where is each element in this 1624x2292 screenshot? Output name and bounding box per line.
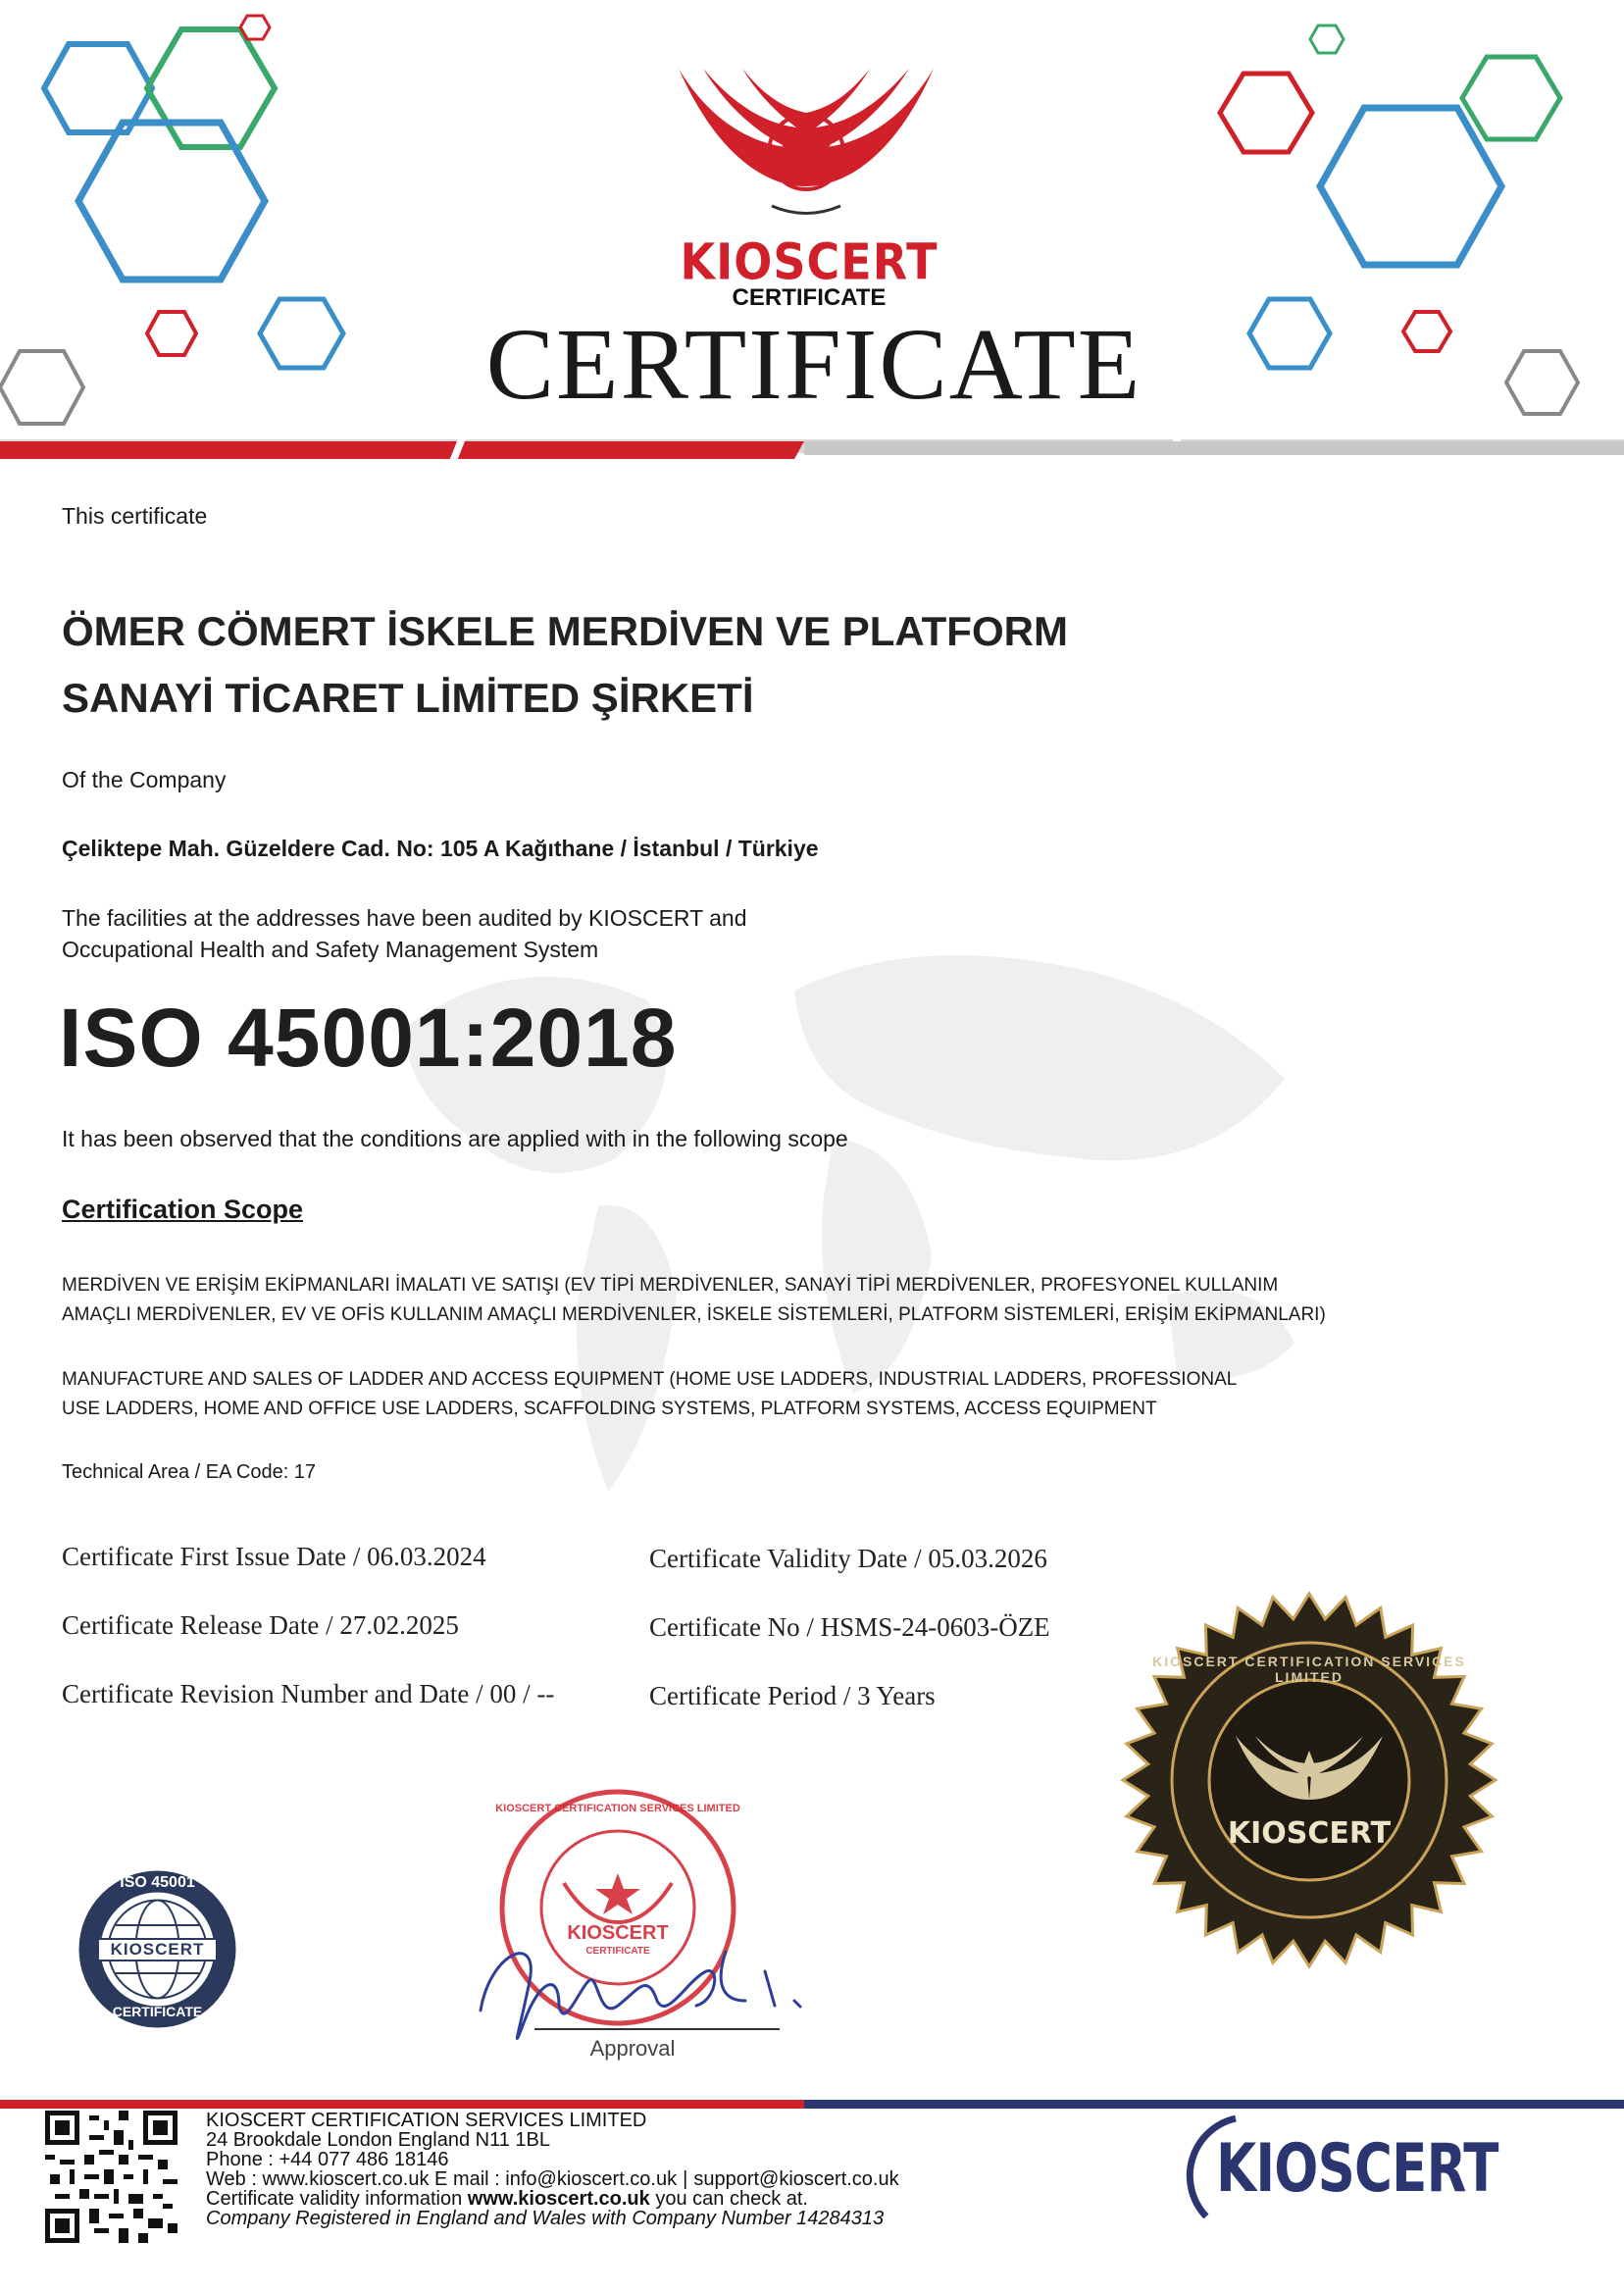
footer-band: [0, 2097, 1624, 2111]
footer-email-prefix: E mail :: [429, 2168, 506, 2190]
stamp-sub-text: CERTIFICATE: [585, 1946, 650, 1957]
footer-validity-prefix: Certificate validity information: [206, 2188, 468, 2210]
certificate-heading: CERTIFICATE: [485, 308, 1142, 421]
validity-date: Certificate Validity Date / 05.03.2026: [649, 1544, 1047, 1573]
footer-validity-line: [206, 2189, 808, 2209]
qr-code: [45, 2111, 178, 2243]
footer-web-link[interactable]: www.kioscert.co.uk: [262, 2168, 430, 2190]
audit-text-line2: Occupational Health and Safety Management System: [62, 937, 599, 962]
scope-tr-line1: MERDİVEN VE ERİŞİM EKİPMANLARI İMALATI VE SATIŞI (EV TİPİ MERDİVENLER, SANAYİ TİPİ MERDİVENLER, PROFESYONEL KULLANIM: [62, 1275, 1279, 1296]
footer-logo: KIOSCERT: [1216, 2130, 1498, 2208]
footer-company-name: KIOSCERT CERTIFICATION SERVICES LIMITED: [206, 2110, 647, 2131]
footer-validity-link[interactable]: www.kioscert.co.uk: [467, 2188, 650, 2210]
of-the-company-label: Of the Company: [62, 767, 227, 792]
iso-badge-center-text: KIOSCERT: [110, 1940, 205, 1959]
footer-contact-line: [206, 2169, 899, 2189]
brand-name: KIOSCERT: [680, 232, 939, 291]
gold-seal: [1118, 1589, 1500, 1971]
approval-label: Approval: [589, 2036, 676, 2061]
scope-title: Certification Scope: [62, 1195, 304, 1224]
audit-text-line1: The facilities at the addresses have been audited by KIOSCERT and: [62, 905, 747, 931]
footer-support-link[interactable]: support@kioscert.co.uk: [693, 2168, 899, 2190]
gold-seal-center-text: KIOSCERT: [1227, 1816, 1392, 1851]
footer-email-link[interactable]: info@kioscert.co.uk: [505, 2168, 678, 2190]
brand-subtitle: CERTIFICATE: [732, 284, 887, 311]
decorative-hexagons-right: [1212, 0, 1624, 432]
gold-seal-ring-text: KIOSCERT CERTIFICATION SERVICES LIMITED: [1152, 1654, 1466, 1685]
footer-divider: |: [683, 2168, 688, 2190]
technical-area: Technical Area / EA Code: 17: [62, 1461, 317, 1483]
intro-text: This certificate: [62, 503, 208, 529]
stamp-ring-text: KIOSCERT CERTIFICATION SERVICES LIMITED: [495, 1803, 740, 1814]
wings-star-logo: [659, 49, 953, 245]
observed-text: It has been observed that the conditions are applied with in the following scope: [62, 1126, 848, 1151]
first-issue-date: Certificate First Issue Date / 06.03.2024: [62, 1542, 486, 1571]
release-date: Certificate Release Date / 27.02.2025: [62, 1610, 459, 1640]
iso-badge-top-text: ISO 45001: [120, 1874, 195, 1891]
header-band: [0, 432, 1624, 461]
footer-phone: Phone : +44 077 486 18146: [206, 2149, 449, 2170]
iso-badge-bottom-text: CERTIFICATE: [112, 2004, 203, 2019]
stamp-center-text: KIOSCERT: [567, 1922, 669, 1944]
approval-line: [534, 2028, 780, 2030]
world-map-watermark: [324, 883, 1402, 1569]
iso-standard: ISO 45001:2018: [59, 992, 678, 1084]
footer-registration: Company Registered in England and Wales with Company Number 14284313: [206, 2208, 885, 2229]
scope-tr-line2: AMAÇLI MERDİVENLER, EV VE OFİS KULLANIM AMAÇLI MERDİVENLER, İSKELE SİSTEMLERİ, PLATFORM SİSTEMLERİ, ERİŞİM EKİPMANLARI): [62, 1304, 1326, 1325]
iso-45001-badge: [76, 1868, 238, 2030]
certificate-period: Certificate Period / 3 Years: [649, 1681, 936, 1710]
scope-en-line1: MANUFACTURE AND SALES OF LADDER AND ACCESS EQUIPMENT (HOME USE LADDERS, INDUSTRIAL LADDERS, PROFESSIONAL: [62, 1369, 1238, 1390]
certificate-number: Certificate No / HSMS-24-0603-ÖZE: [649, 1612, 1050, 1642]
decorative-hexagons-left: [0, 0, 412, 432]
company-name-line2: SANAYİ TİCARET LİMİTED ŞİRKETİ: [62, 675, 754, 721]
footer-address: 24 Brookdale London England N11 1BL: [206, 2129, 551, 2151]
footer-validity-suffix: you can check at.: [649, 2188, 808, 2210]
company-address: Çeliktepe Mah. Güzeldere Cad. No: 105 A Kağıthane / İstanbul / Türkiye: [62, 836, 819, 861]
footer-web-prefix: Web :: [206, 2168, 263, 2190]
company-name-line1: ÖMER CÖMERT İSKELE MERDİVEN VE PLATFORM: [62, 608, 1068, 654]
revision-number: Certificate Revision Number and Date / 00 / --: [62, 1679, 555, 1708]
scope-en-line2: USE LADDERS, HOME AND OFFICE USE LADDERS, SCAFFOLDING SYSTEMS, PLATFORM SYSTEMS, ACCESS EQUIPMENT: [62, 1399, 1157, 1419]
